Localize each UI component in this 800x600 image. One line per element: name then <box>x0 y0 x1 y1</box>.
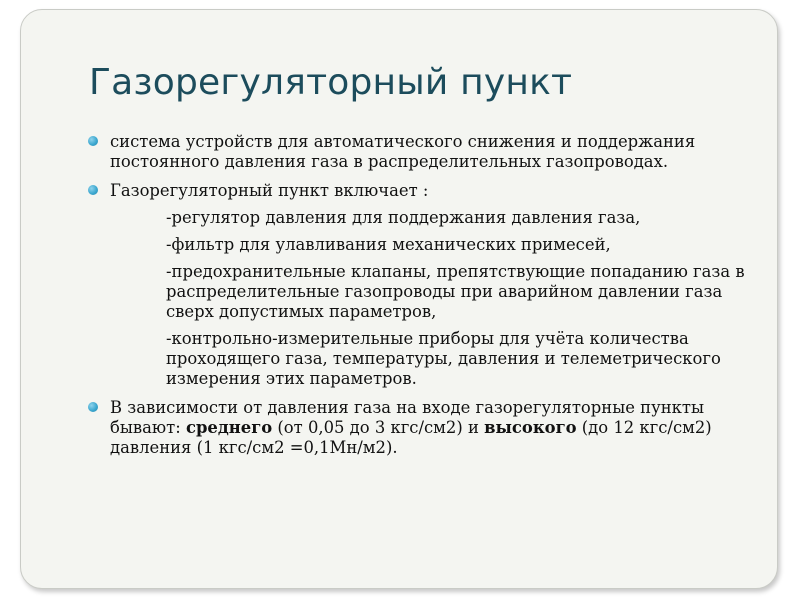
sub-item-regulator: -регулятор давления для поддержания давления газа, <box>166 208 641 227</box>
bullet-dot-icon <box>88 402 98 412</box>
bullet-dot-icon <box>88 185 98 195</box>
bullet-item-definition <box>88 132 760 172</box>
bold-term-high: высокого <box>484 418 577 437</box>
bold-term-medium: среднего <box>185 418 273 437</box>
bullet-item-includes <box>88 181 760 389</box>
sub-item-safety-valves: -предохранительные клапаны, препятствующие попаданию газа в распределительные газопроводы при аварийном давлении газа сверх допустимых параметров, <box>166 262 745 321</box>
sub-item-instruments: -контрольно-измерительные приборы для учёта количества проходящего газа, температуры, давления и телеметрического измерения этих параметров. <box>166 329 721 388</box>
bullet-item-pressure-types <box>88 398 760 458</box>
bullet-text: система устройств для автоматического снижения и поддержания постоянного давления газа в распределительных газопроводах. <box>110 132 696 171</box>
slide-content <box>88 132 760 467</box>
sub-list <box>110 208 760 389</box>
bullet-text-part: В зависимости от давления газа на входе газорегуляторные пункты бывают: <box>110 398 705 437</box>
slide-title: Газорегуляторный пункт <box>89 62 573 103</box>
bullet-text-part: (до 12 кгс/см2) давления (1 кгс/см2 =0,1Мн/м2). <box>110 418 712 457</box>
bullet-text: Газорегуляторный пункт включает : <box>110 181 429 200</box>
bullet-text-part: (от 0,05 до 3 кгс/см2) и <box>272 418 485 437</box>
bullet-dot-icon <box>88 136 98 146</box>
sub-item-filter: -фильтр для улавливания механических примесей, <box>166 235 611 254</box>
